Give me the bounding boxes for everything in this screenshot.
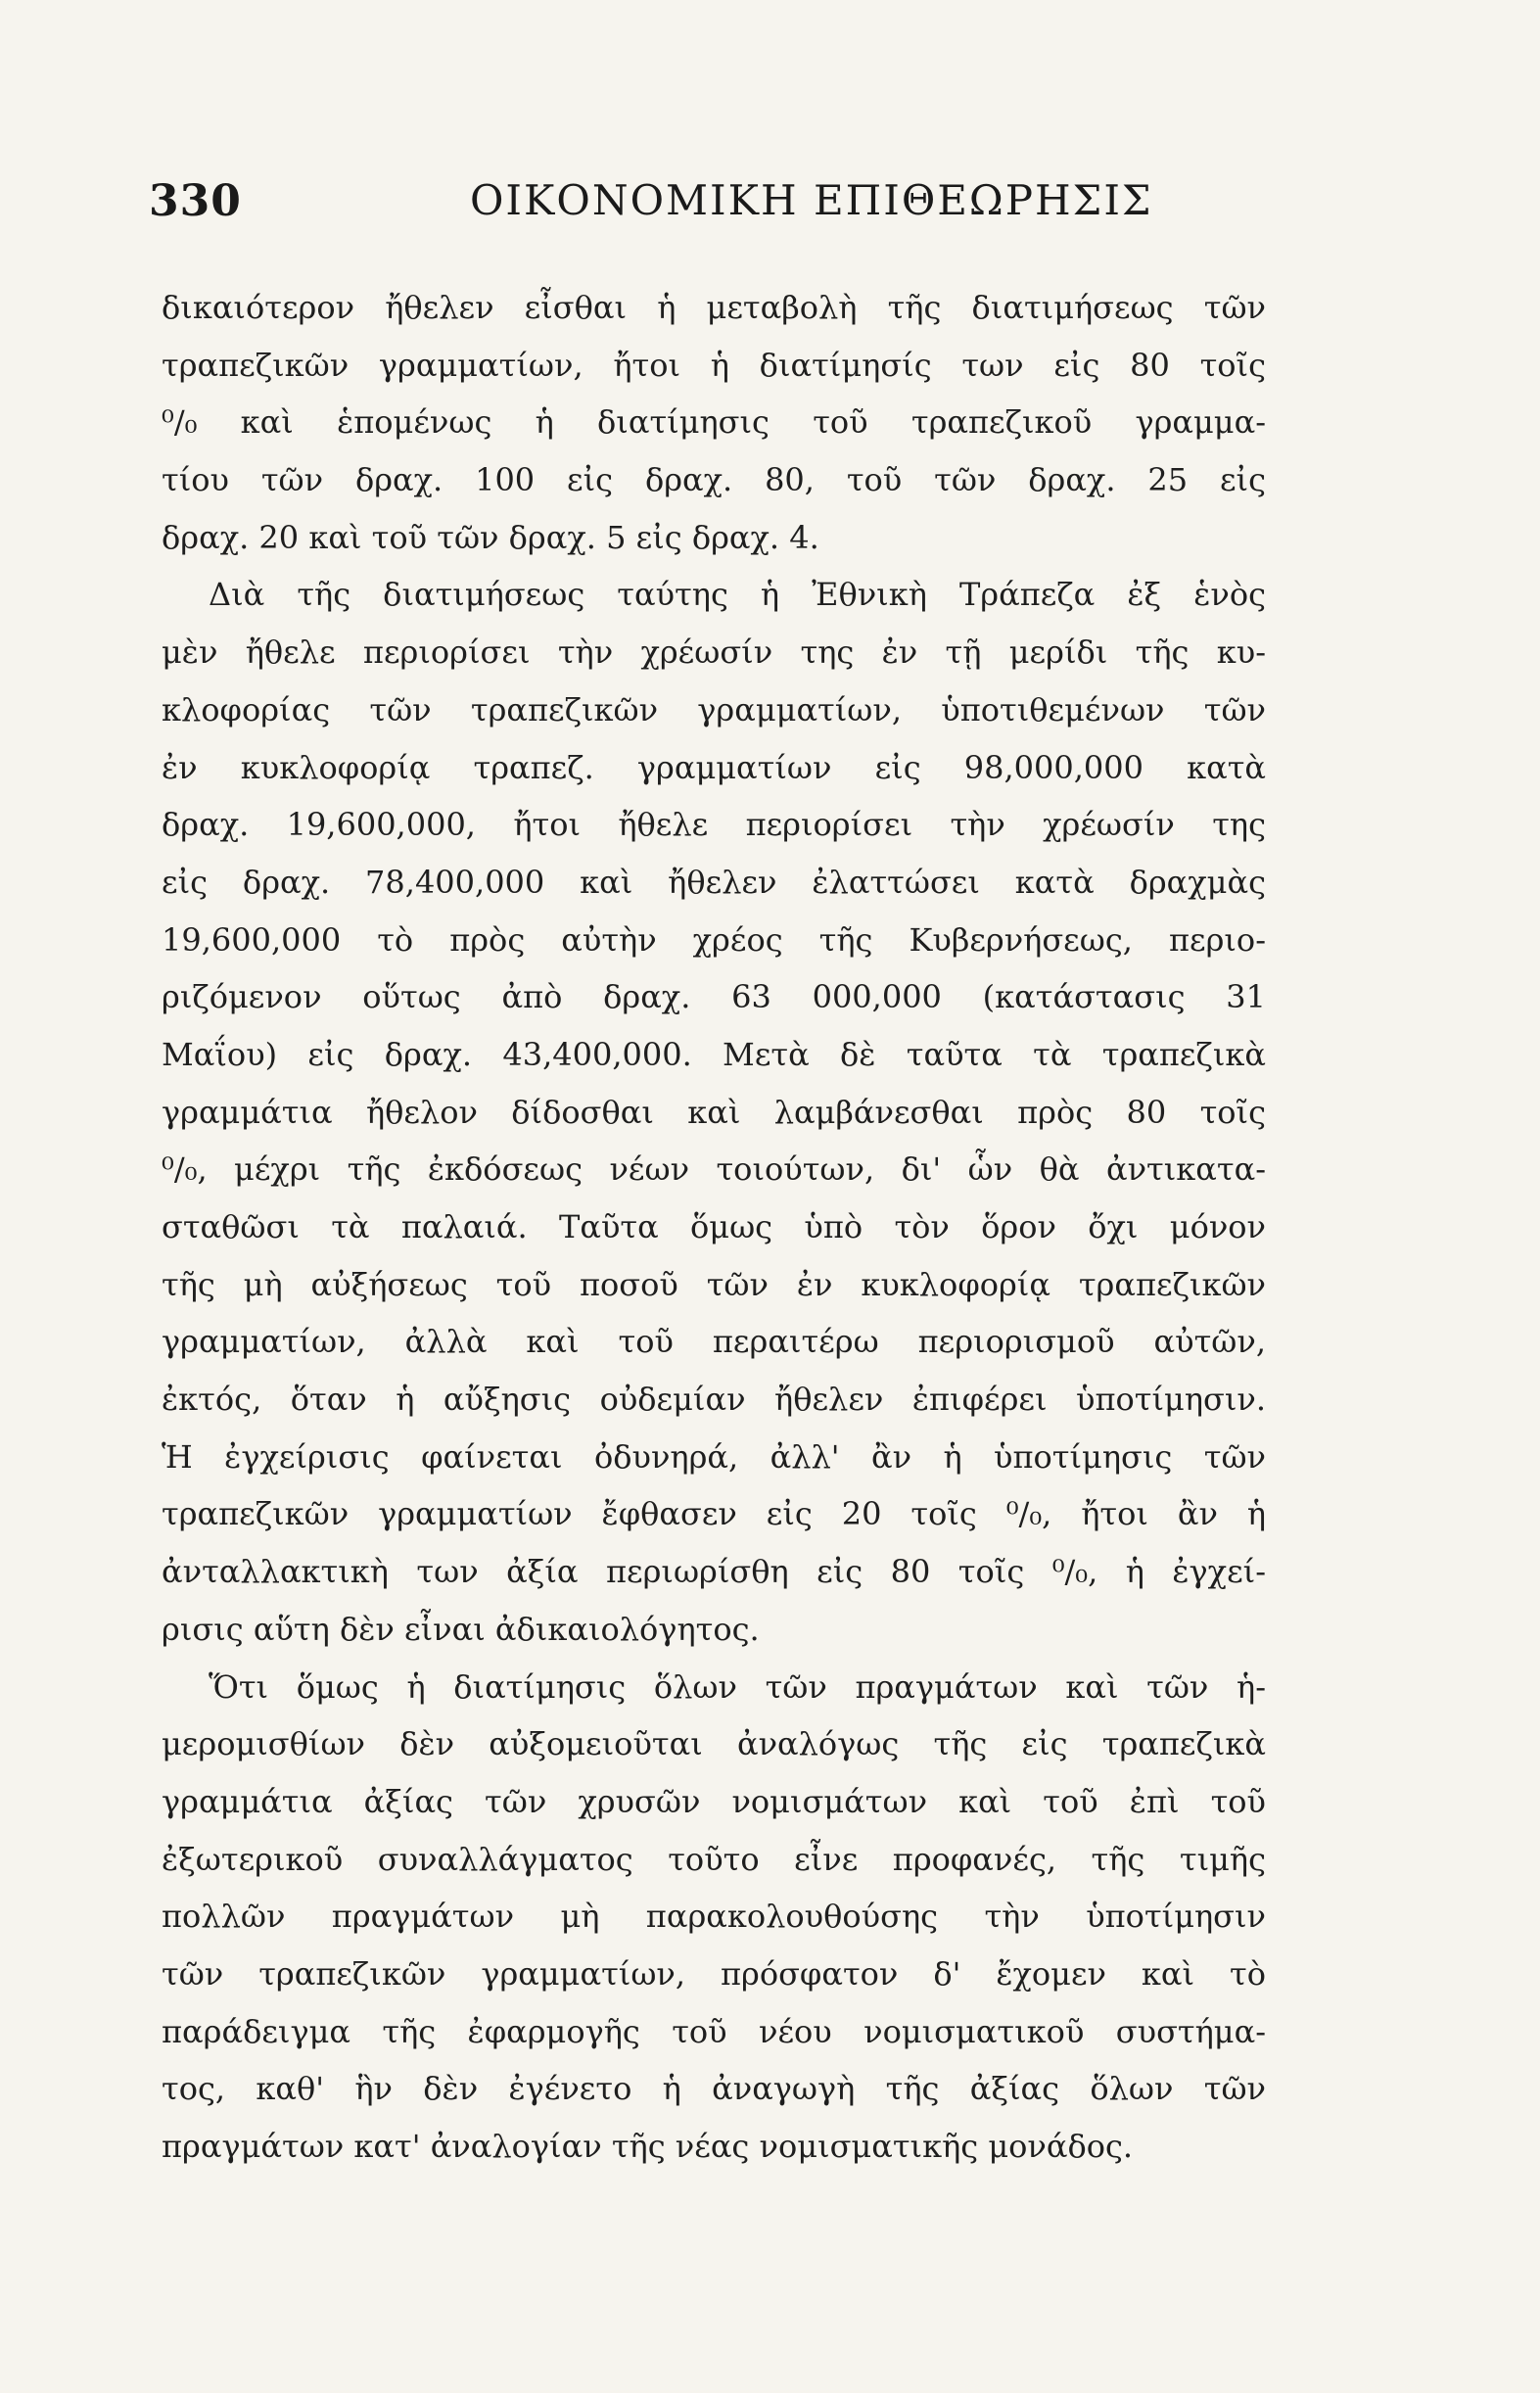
text-line: δραχ. 20 καὶ τοῦ τῶν δραχ. 5 εἰς δραχ. 4.: [162, 518, 819, 556]
text-line: ⁰/₀ καὶ ἑπομένως ἡ διατίμησις τοῦ τραπεζικοῦ γραμμα-: [162, 403, 1266, 442]
text-line: μερομισθίων δὲν αὐξομειοῦται ἀναλόγως τῆς εἰς τραπεζικὰ: [162, 1725, 1266, 1763]
text-line: ρισις αὕτη δὲν εἶναι ἀδικαιολόγητος.: [162, 1610, 760, 1648]
text-line: Μαΐου) εἰς δραχ. 43,400,000. Μετὰ δὲ ταῦτα τὰ τραπεζικὰ: [162, 1035, 1266, 1073]
text-line: γραμμάτια ἤθελον δίδοσθαι καὶ λαμβάνεσθαι πρὸς 80 τοῖς: [162, 1093, 1266, 1131]
text-line: ⁰/₀, μέχρι τῆς ἐκδόσεως νέων τοιούτων, δι' ὧν θὰ ἀντικατα-: [162, 1150, 1266, 1189]
text-line: ἀνταλλακτικὴ των ἀξία περιωρίσθη εἰς 80 τοῖς ⁰/₀, ἡ ἐγχεί-: [162, 1553, 1266, 1591]
text-line: τίου τῶν δραχ. 100 εἰς δραχ. 80, τοῦ τῶν δραχ. 25 εἰς: [162, 461, 1266, 499]
text-line: τραπεζικῶν γραμματίων, ἤτοι ἡ διατίμησίς των εἰς 80 τοῖς: [162, 346, 1266, 384]
running-title: ΟΙΚΟΝΟΜΙΚΗ ΕΠΙΘΕΩΡΗΣΙΣ: [470, 176, 1153, 224]
text-line: Ἡ ἐγχείρισις φαίνεται ὀδυνηρά, ἀλλ' ἂν ἡ ὑποτίμησις τῶν: [162, 1437, 1266, 1476]
text-line: ἐκτός, ὅταν ἡ αὔξησις οὐδεμίαν ἤθελεν ἐπιφέρει ὑποτίμησιν.: [162, 1381, 1266, 1419]
text-line: δικαιότερον ἤθελεν εἶσθαι ἡ μεταβολὴ τῆς διατιμήσεως τῶν: [162, 289, 1266, 326]
page-header: [0, 176, 1540, 245]
text-line: εἰς δραχ. 78,400,000 καὶ ἤθελεν ἐλαττώσει κατὰ δραχμὰς: [162, 863, 1266, 901]
page-number: 330: [149, 176, 242, 226]
text-line: 19,600,000 τὸ πρὸς αὐτὴν χρέος τῆς Κυβερνήσεως, περιο-: [162, 920, 1266, 959]
text-line: τῆς μὴ αὐξήσεως τοῦ ποσοῦ τῶν ἐν κυκλοφορίᾳ τραπεζικῶν: [162, 1265, 1266, 1303]
text-line: Διὰ τῆς διατιμήσεως ταύτης ἡ Ἐθνικὴ Τράπεζα ἐξ ἑνὸς: [209, 576, 1266, 614]
body-text: [162, 279, 1266, 2176]
text-line: τραπεζικῶν γραμματίων ἔφθασεν εἰς 20 τοῖς ⁰/₀, ἤτοι ἂν ἡ: [162, 1495, 1266, 1533]
text-line: μὲν ἤθελε περιορίσει τὴν χρέωσίν της ἐν τῇ μερίδι τῆς κυ-: [162, 633, 1266, 672]
text-line: δραχ. 19,600,000, ἤτοι ἤθελε περιορίσει τὴν χρέωσίν της: [162, 806, 1266, 844]
text-line: σταθῶσι τὰ παλαιά. Ταῦτα ὅμως ὑπὸ τὸν ὅρον ὄχι μόνον: [162, 1208, 1266, 1245]
text-line: κλοφορίας τῶν τραπεζικῶν γραμματίων, ὑποτιθεμένων τῶν: [162, 690, 1266, 728]
text-line: ριζόμενον οὕτως ἀπὸ δραχ. 63 000,000 (κατάστασις 31: [162, 978, 1266, 1016]
text-line: τῶν τραπεζικῶν γραμματίων, πρόσφατον δ' ἔχομεν καὶ τὸ: [162, 1954, 1266, 1993]
text-line: παράδειγμα τῆς ἐφαρμογῆς τοῦ νέου νομισματικοῦ συστήμα-: [162, 2012, 1266, 2050]
text-line: τος, καθ' ἣν δὲν ἐγένετο ἡ ἀναγωγὴ τῆς ἀξίας ὅλων τῶν: [162, 2070, 1266, 2108]
text-line: ἐξωτερικοῦ συναλλάγματος τοῦτο εἶνε προφανές, τῆς τιμῆς: [162, 1840, 1266, 1878]
text-line: πραγμάτων κατ' ἀναλογίαν τῆς νέας νομισματικῆς μονάδος.: [162, 2128, 1134, 2165]
text-line: γραμμάτια ἀξίας τῶν χρυσῶν νομισμάτων καὶ τοῦ ἐπὶ τοῦ: [162, 1782, 1266, 1820]
text-line: γραμματίων, ἀλλὰ καὶ τοῦ περαιτέρω περιορισμοῦ αὐτῶν,: [162, 1323, 1266, 1361]
text-line: πολλῶν πραγμάτων μὴ παρακολουθούσης τὴν ὑποτίμησιν: [162, 1898, 1266, 1936]
text-line: Ὅτι ὅμως ἡ διατίμησις ὅλων τῶν πραγμάτων καὶ τῶν ἡ-: [209, 1667, 1266, 1706]
text-line: ἐν κυκλοφορίᾳ τραπεζ. γραμματίων εἰς 98,000,000 κατὰ: [162, 748, 1266, 786]
